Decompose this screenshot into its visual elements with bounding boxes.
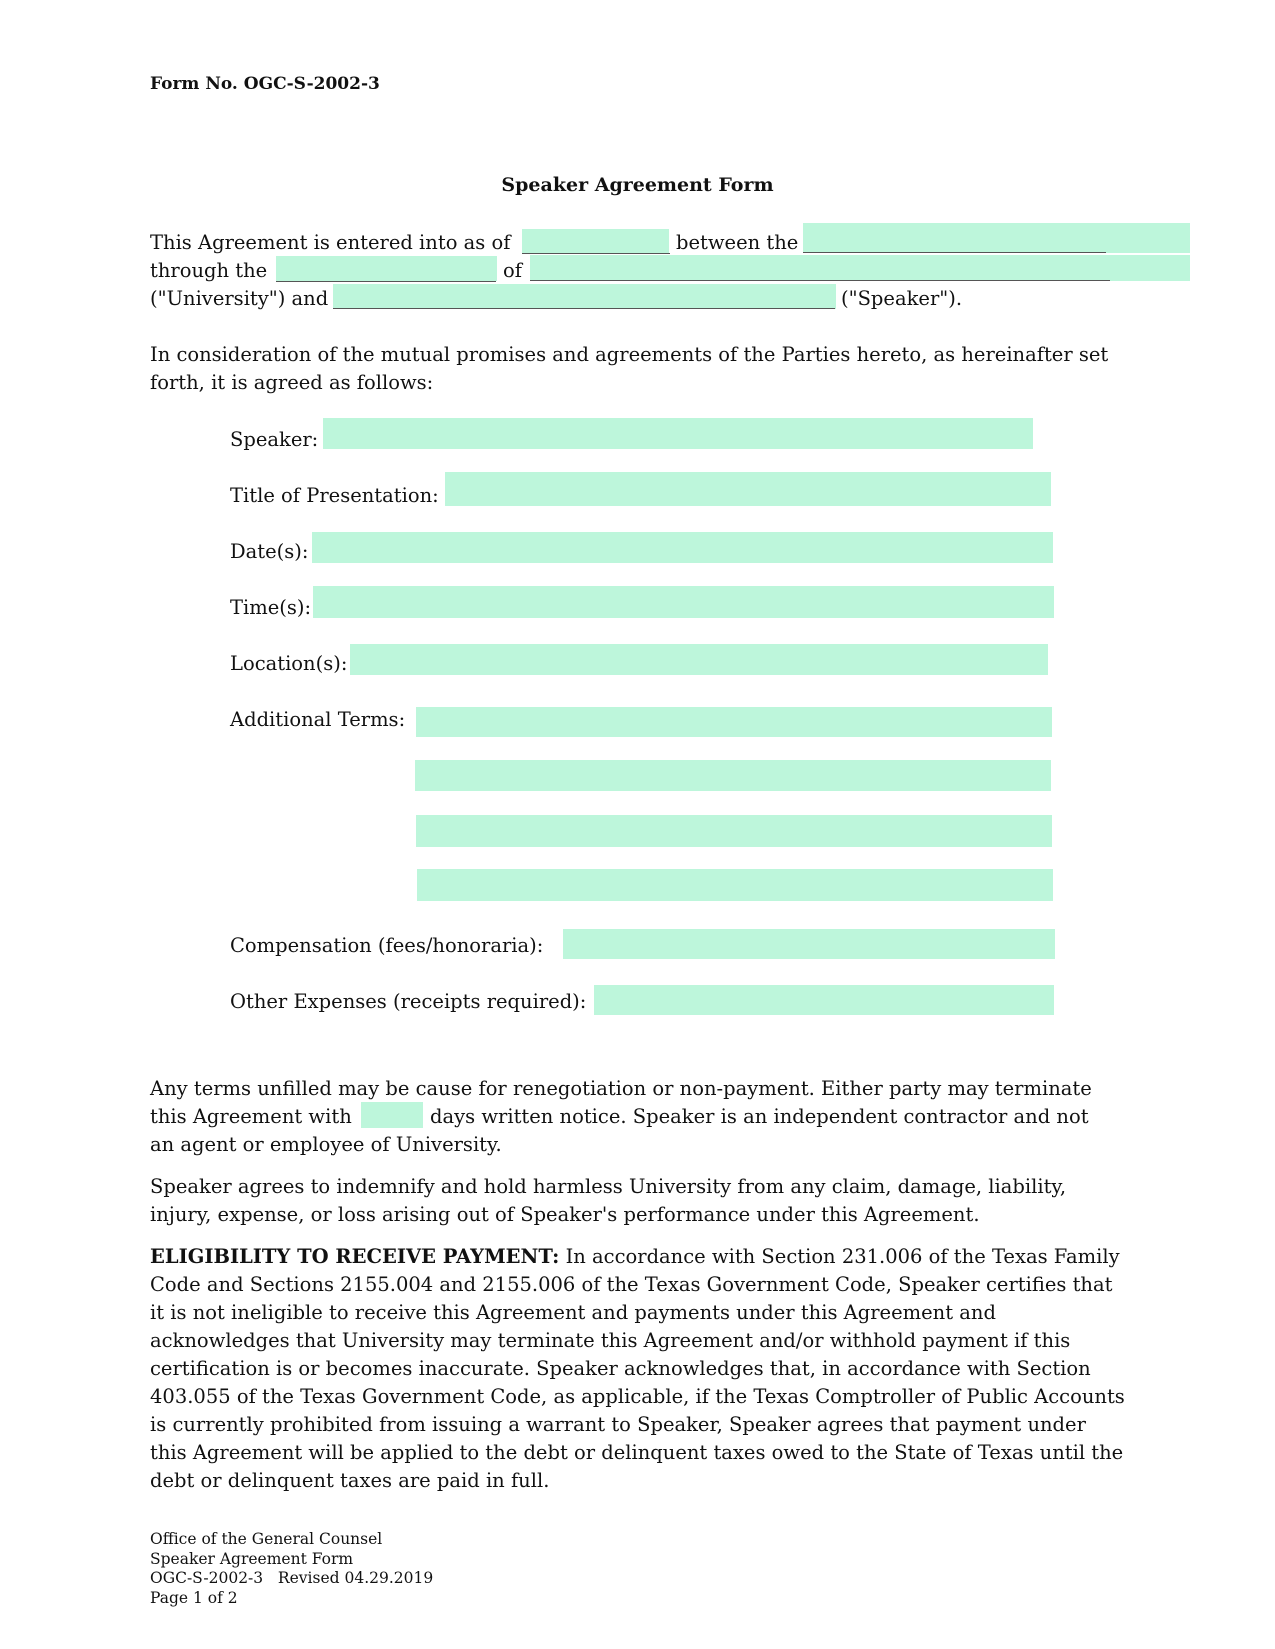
intro-text-university: ("University") and xyxy=(150,287,329,310)
footer-form-name: Speaker Agreement Form xyxy=(150,1549,354,1568)
intro-text-between: between the xyxy=(676,231,799,254)
compensation-label: Compensation (fees/honoraria): xyxy=(230,934,544,957)
times-label: Time(s): xyxy=(230,596,312,619)
other-expenses-field[interactable] xyxy=(594,985,1054,1015)
of-field[interactable] xyxy=(530,255,1190,281)
other-expenses-label: Other Expenses (receipts required): xyxy=(230,990,587,1013)
intro-text-speaker: ("Speaker"). xyxy=(841,287,963,310)
additional-terms-field-1[interactable] xyxy=(416,707,1052,737)
dates-field[interactable] xyxy=(312,532,1053,563)
additional-terms-field-3[interactable] xyxy=(416,815,1052,847)
title-of-presentation-label: Title of Presentation: xyxy=(230,484,439,507)
locations-field[interactable] xyxy=(350,644,1048,675)
notice-days-field[interactable] xyxy=(361,1102,423,1128)
dates-label: Date(s): xyxy=(230,540,309,563)
title-of-presentation-field[interactable] xyxy=(445,472,1051,506)
compensation-field[interactable] xyxy=(563,929,1055,959)
consideration-paragraph: In consideration of the mutual promises and agreements of the Parties hereto, as hereinafter set forth, it is agreed as follows: xyxy=(150,343,1109,394)
unfilled-terms-line-3: an agent or employee of University. xyxy=(150,1133,502,1156)
eligibility-text: In accordance with Section 231.006 of the Texas Family Code and Sections 2155.004 and 2155.006 of the Texas Government Code, Speaker certifies that it is not ineligible to receive this Agreement and payments under this Agreement and acknowledges that University may terminate this Agreement and/or withhold payment if this certification is or becomes inaccurate. Speaker acknowledges that, in accordance with Section 403.055 of the Texas Government Code, as applicable, if the Texas Comptroller of Public Accounts is currently prohibited from issuing a warrant to Speaker, Speaker agrees that payment under this Agreement will be applied to the debt or delinquent taxes owed to the State of Texas until the debt or delinquent taxes are paid in full. xyxy=(150,1245,1125,1492)
eligibility-heading: ELIGIBILITY TO RECEIVE PAYMENT: xyxy=(150,1245,560,1268)
department-field[interactable] xyxy=(276,256,497,281)
intro-text-through: through the xyxy=(150,259,268,282)
footer-page-number: Page 1 of 2 xyxy=(150,1588,238,1607)
speaker-field[interactable] xyxy=(323,418,1033,449)
form-title: Speaker Agreement Form xyxy=(501,174,774,196)
unfilled-terms-line-2a: this Agreement with xyxy=(150,1105,352,1128)
additional-terms-field-4[interactable] xyxy=(417,869,1053,901)
intro-text-entered: This Agreement is entered into as of xyxy=(150,231,511,254)
additional-terms-label: Additional Terms: xyxy=(230,708,406,731)
additional-terms-field-2[interactable] xyxy=(415,760,1051,791)
locations-label: Location(s): xyxy=(230,652,348,675)
institution-field[interactable] xyxy=(803,223,1190,253)
footer-revision: OGC-S-2002-3 Revised 04.29.2019 xyxy=(150,1569,434,1587)
form-number: Form No. OGC-S-2002-3 xyxy=(150,74,380,94)
speaker-party-field[interactable] xyxy=(333,284,836,309)
speaker-label: Speaker: xyxy=(230,428,319,451)
times-field[interactable] xyxy=(313,586,1054,618)
footer xyxy=(150,1530,433,1608)
eligibility-paragraph xyxy=(150,1243,1125,1495)
intro-text-of: of xyxy=(503,259,522,282)
unfilled-terms-line-1: Any terms unfilled may be cause for renegotiation or non-payment. Either party may terminate xyxy=(150,1077,1092,1100)
indemnify-paragraph: Speaker agrees to indemnify and hold harmless University from any claim, damage, liability, injury, expense, or loss arising out of Speaker's performance under this Agreement. xyxy=(150,1175,1067,1226)
footer-office: Office of the General Counsel xyxy=(150,1530,383,1548)
unfilled-terms-line-2b: days written notice. Speaker is an independent contractor and not xyxy=(430,1105,1089,1128)
agreement-date-field[interactable] xyxy=(522,229,669,254)
